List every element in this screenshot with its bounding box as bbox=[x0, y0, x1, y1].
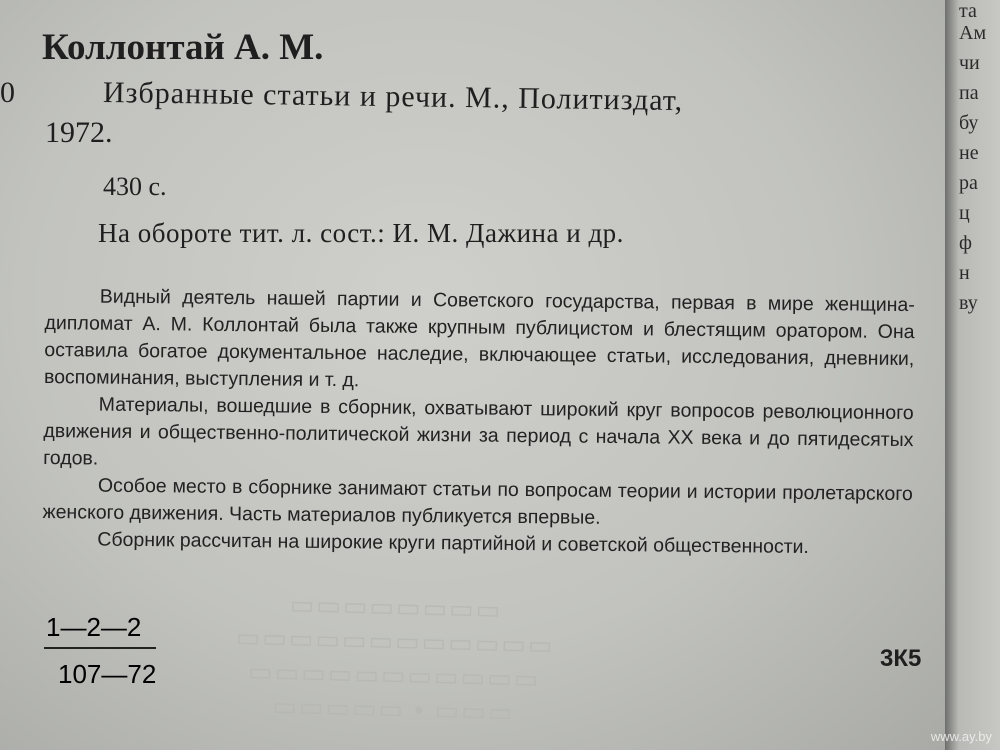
show-through-stamp: ▭▭▭▭▭▭▭▭ ▭▭▭▭▭▭▭▭▭▭▭▭ ▭▭▭▭▭▭▭▭▭▭▭ ▭▭▭▭▭ • ▭▭▭ bbox=[235, 589, 555, 728]
fraction-numerator: 1—2—2 bbox=[44, 612, 156, 649]
annotation-text bbox=[42, 283, 915, 562]
verso-note: На обороте тит. л. сост.: И. М. Дажина и др. bbox=[98, 218, 624, 248]
classification-code: 3К5 bbox=[880, 645, 922, 672]
edge-number: 0 bbox=[0, 76, 15, 109]
annotation-paragraph: Материалы, вошедшие в сборник, охватывают широкий круг вопросов революционного движения и общественно-политической жизни за период с начала XX века и до пятидесятых годов. bbox=[43, 393, 914, 470]
adjacent-page-edge: та Ам чи па бу не ра ц ф н ву bbox=[945, 0, 1000, 750]
annotation-paragraph: Видный деятель нашей партии и Советского государства, первая в мире женщина-дипломат А. М. Коллонтай была также крупным публицистом и блестящим оратором. Она оставила богатое документальное наследие, включающее статьи, исследования, дневники, воспоминания, выступления и т. д. bbox=[43, 285, 915, 392]
index-fraction bbox=[44, 612, 156, 690]
annotation-paragraph: Особое место в сборнике занимают статьи по вопросам теории и истории пролетарского женского движения. Часть материалов публикуется впервые. bbox=[42, 474, 913, 529]
watermark: www.ay.by bbox=[930, 729, 992, 744]
page-count: 430 с. bbox=[103, 172, 167, 201]
author-heading: Коллонтай А. М. bbox=[42, 27, 324, 68]
book-title: Избранные статьи и речи. М., Политиздат, bbox=[102, 76, 684, 118]
annotation-paragraph: Сборник рассчитан на широкие круги партийной и советской общественности. bbox=[97, 528, 810, 559]
publication-year: 1972. bbox=[45, 116, 113, 149]
fraction-denominator: 107—72 bbox=[58, 659, 157, 689]
